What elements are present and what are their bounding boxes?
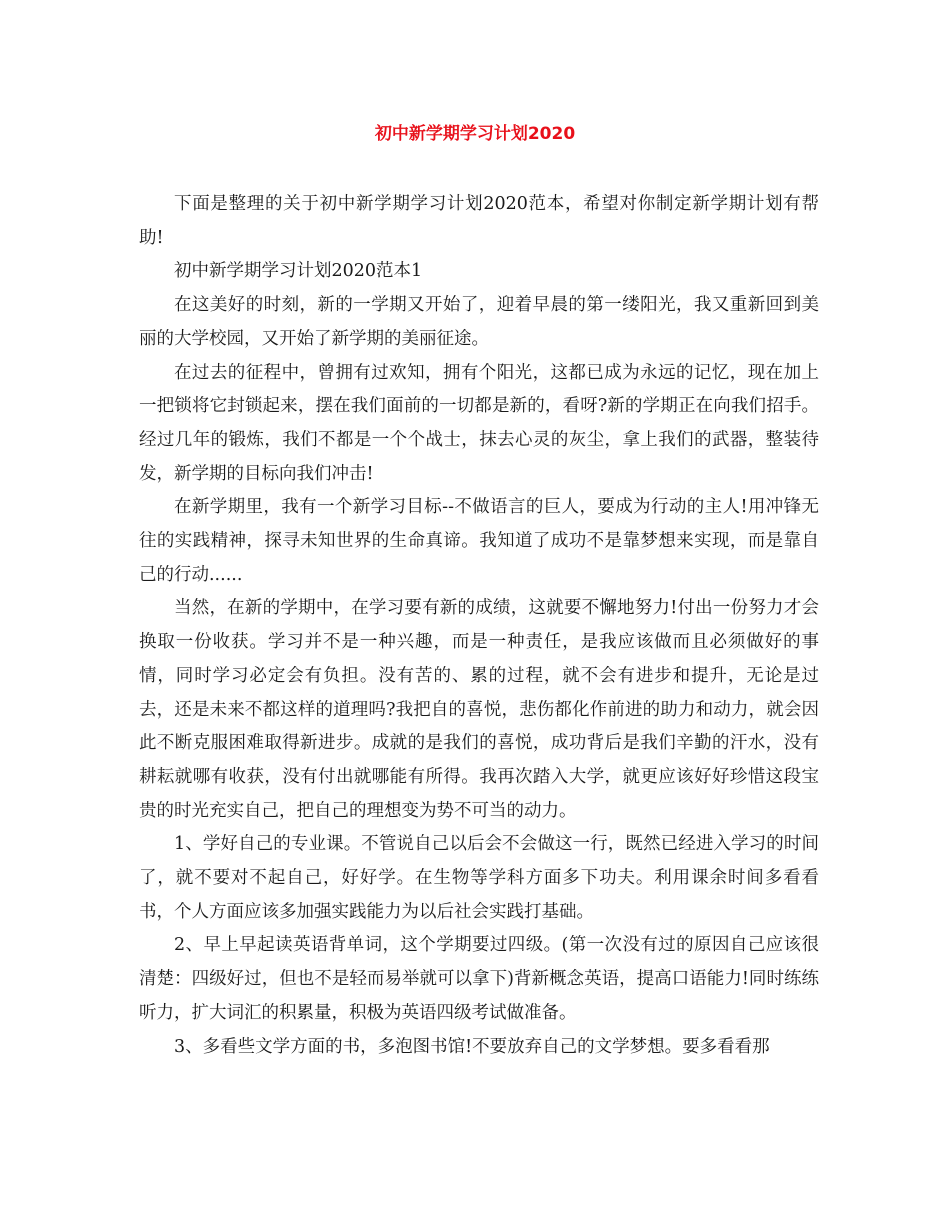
body-paragraph: 在新学期里，我有一个新学习目标--不做语言的巨人，要成为行动的主人!用冲锋无往的实践精神，探寻未知世界的生命真谛。我知道了成功不是靠梦想来实现，而是靠自己的行动......	[139, 497, 819, 585]
document-body	[139, 188, 819, 1064]
body-paragraph: 在这美好的时刻，新的一学期又开始了，迎着早晨的第一缕阳光，我又重新回到美丽的大学校园，又开始了新学期的美丽征途。	[139, 295, 819, 349]
body-paragraph: 在过去的征程中，曾拥有过欢知，拥有个阳光，这都已成为永远的记忆，现在加上一把锁将它封锁起来，摆在我们面前的一切都是新的，看呀?新的学期正在向我们招手。经过几年的锻炼，我们不都是一个个战士，抹去心灵的灰尘，拿上我们的武器，整装待发，新学期的目标向我们冲击!	[139, 362, 819, 484]
list-item: 3、多看些文学方面的书，多泡图书馆!不要放弃自己的文学梦想。要多看看那	[174, 1036, 770, 1057]
list-item: 1、学好自己的专业课。不管说自己以后会不会做这一行，既然已经进入学习的时间了，就不要对不起自己，好好学。在生物等学科方面多下功夫。利用课余时间多看看书，个人方面应该多加强实践能力为以后社会实践打基础。	[139, 834, 819, 922]
body-paragraph: 当然，在新的学期中，在学习要有新的成绩，这就要不懈地努力!付出一份努力才会换取一份收获。学习并不是一种兴趣，而是一种责任，是我应该做而且必须做好的事情，同时学习必定会有负担。没有苦的、累的过程，就不会有进步和提升，无论是过去，还是未来不都这样的道理吗?我把自的喜悦，悲伤都化作前进的助力和动力，就会因此不断克服困难取得新进步。成就的是我们的喜悦，成功背后是我们辛勤的汗水，没有耕耘就哪有收获，没有付出就哪能有所得。我再次踏入大学，就更应该好好珍惜这段宝贵的时光充实自己，把自己的理想变为势不可当的动力。	[139, 598, 819, 821]
document-title: 初中新学期学习计划2020	[374, 124, 576, 144]
intro-paragraph: 下面是整理的关于初中新学期学习计划2020范本，希望对你制定新学期计划有帮助!	[139, 194, 819, 248]
section-heading: 初中新学期学习计划2020范本1	[174, 261, 423, 282]
list-item: 2、早上早起读英语背单词，这个学期要过四级。(第一次没有过的原因自己应该很清楚：四级好过，但也不是轻而易举就可以拿下)背新概念英语，提高口语能力!同时练练听力，扩大词汇的积累量，积极为英语四级考试做准备。	[139, 935, 819, 1023]
